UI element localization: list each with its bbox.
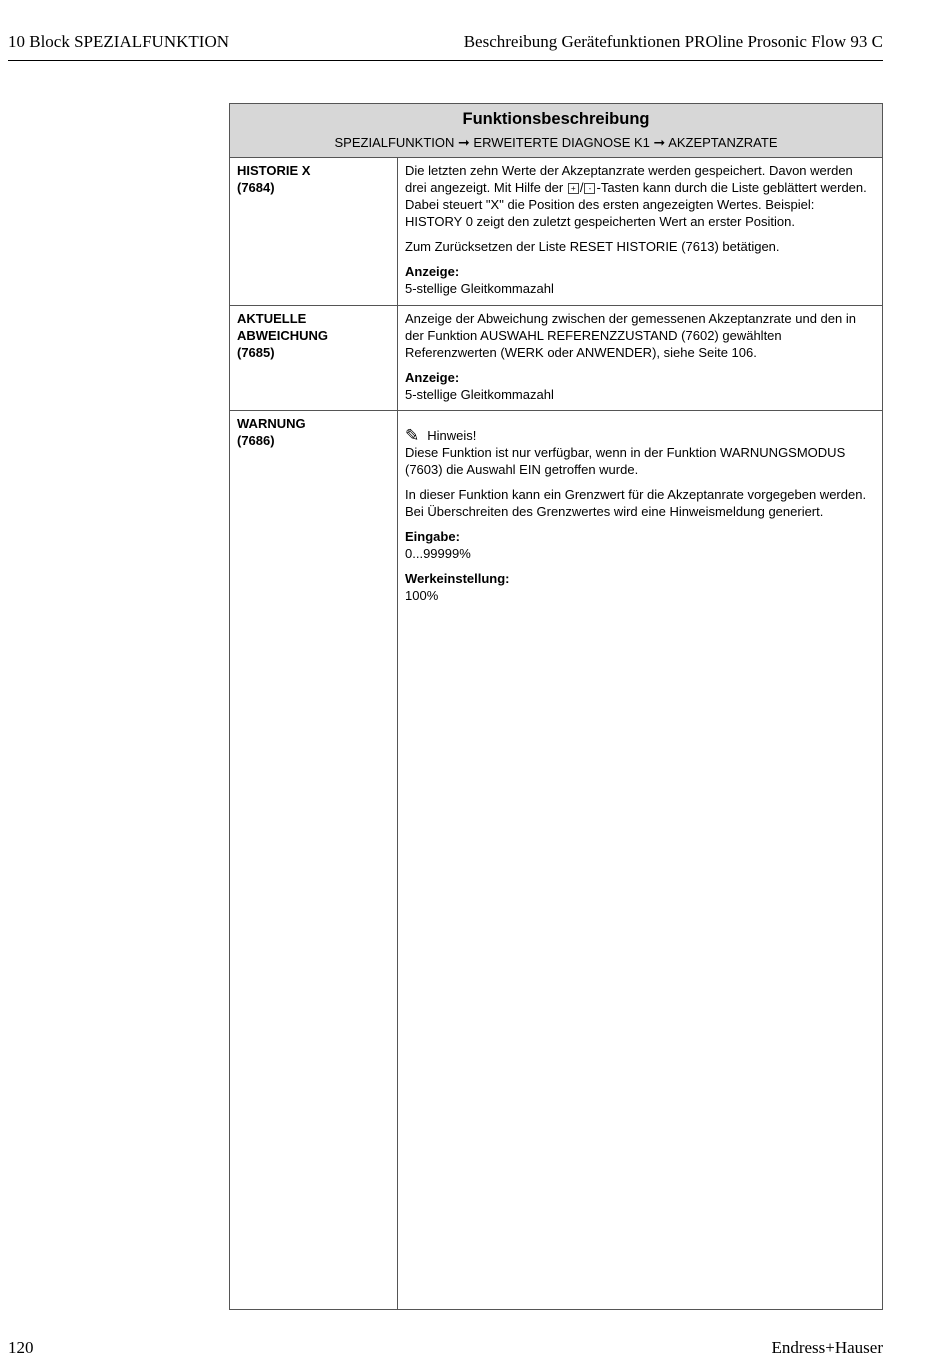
menu-path: [230, 133, 882, 152]
minus-key-icon: -: [584, 183, 595, 194]
path-item: AKZEPTANZRATE: [668, 135, 778, 150]
spec-label: Anzeige:: [405, 370, 460, 385]
spec-value: 5-stellige Gleitkommazahl: [405, 387, 554, 402]
description-text: Die letzten zehn Werte der Akzeptanzrate werden gespeichert. Davon werden drei angezeigt. Mit Hilfe der: [405, 163, 853, 195]
path-item: ERWEITERTE DIAGNOSE K1: [473, 135, 650, 150]
default-spec: [405, 570, 875, 604]
key-separator: /: [579, 180, 584, 195]
brand-logo: Endress+Hauser: [771, 1338, 883, 1357]
path-item: SPEZIALFUNKTION: [334, 135, 455, 150]
description-paragraph: Zum Zurücksetzen der Liste RESET HISTORIE (7613) betätigen.: [405, 239, 780, 254]
function-name: [230, 306, 398, 410]
pencil-icon: ✎: [405, 426, 420, 445]
table-row-historie: [230, 158, 882, 306]
input-spec: [405, 528, 875, 562]
function-code: (7684): [237, 180, 275, 195]
function-name-line: AKTUELLE: [237, 311, 307, 326]
note-header: [405, 427, 875, 444]
page-header: [8, 30, 883, 61]
table-header: [230, 104, 882, 158]
table-row-abweichung: [230, 306, 882, 411]
function-description: [398, 411, 882, 1309]
spec-label: Eingabe:: [405, 529, 460, 544]
table-row-warnung: [230, 411, 882, 1309]
function-code: (7686): [237, 433, 275, 448]
display-spec: [405, 369, 875, 403]
note-label: Hinweis!: [427, 428, 477, 443]
function-name: [230, 411, 398, 1309]
chapter-title: 10 Block SPEZIALFUNKTION: [8, 32, 229, 51]
description-text: -Tasten kann durch die Liste geblättert werden. Dabei steuert "X" die Position des ersten angezeigten Wertes. Beispiel: HISTORY 0 zeigt den zuletzt gespeicherten Wert an erster Position.: [405, 180, 867, 229]
spec-value: 5-stellige Gleitkommazahl: [405, 281, 554, 296]
note-text: Diese Funktion ist nur verfügbar, wenn in der Funktion WARNUNGSMODUS (7603) die Auswahl EIN getroffen wurde.: [405, 445, 846, 477]
function-table: [229, 103, 883, 1310]
spec-value: 0...99999%: [405, 546, 471, 561]
display-spec: [405, 263, 875, 297]
spec-label: Werkeinstellung:: [405, 571, 510, 586]
description-paragraph: [405, 162, 875, 230]
function-name-line: WARNUNG: [237, 416, 306, 431]
document-title: Beschreibung Gerätefunktionen PROline Prosonic Flow 93 C: [463, 32, 883, 51]
arrow-right-icon: ➞: [653, 134, 666, 150]
spec-value: 100%: [405, 588, 439, 603]
function-name-line: HISTORIE X: [237, 163, 311, 178]
arrow-right-icon: ➞: [458, 134, 470, 150]
function-description: [398, 306, 882, 410]
function-code: (7685): [237, 345, 275, 360]
function-name-line: ABWEICHUNG: [237, 328, 328, 343]
spec-label: Anzeige:: [405, 264, 460, 279]
table-title: Funktionsbeschreibung: [462, 110, 650, 128]
function-description: [398, 158, 882, 305]
description-paragraph: In dieser Funktion kann ein Grenzwert für die Akzeptanrate vorgegeben werden. Bei Überschreiten des Grenzwertes wird eine Hinweismeldung generiert.: [405, 487, 867, 519]
function-name: [230, 158, 398, 305]
plus-key-icon: +: [568, 183, 579, 194]
description-paragraph: Anzeige der Abweichung zwischen der gemessenen Akzeptanzrate und den in der Funktion AUSWAHL REFERENZZUSTAND (7602) gewählten Referenzwerten (WERK oder ANWENDER), siehe Seite 106.: [405, 311, 856, 360]
page-number: 120: [8, 1338, 34, 1357]
